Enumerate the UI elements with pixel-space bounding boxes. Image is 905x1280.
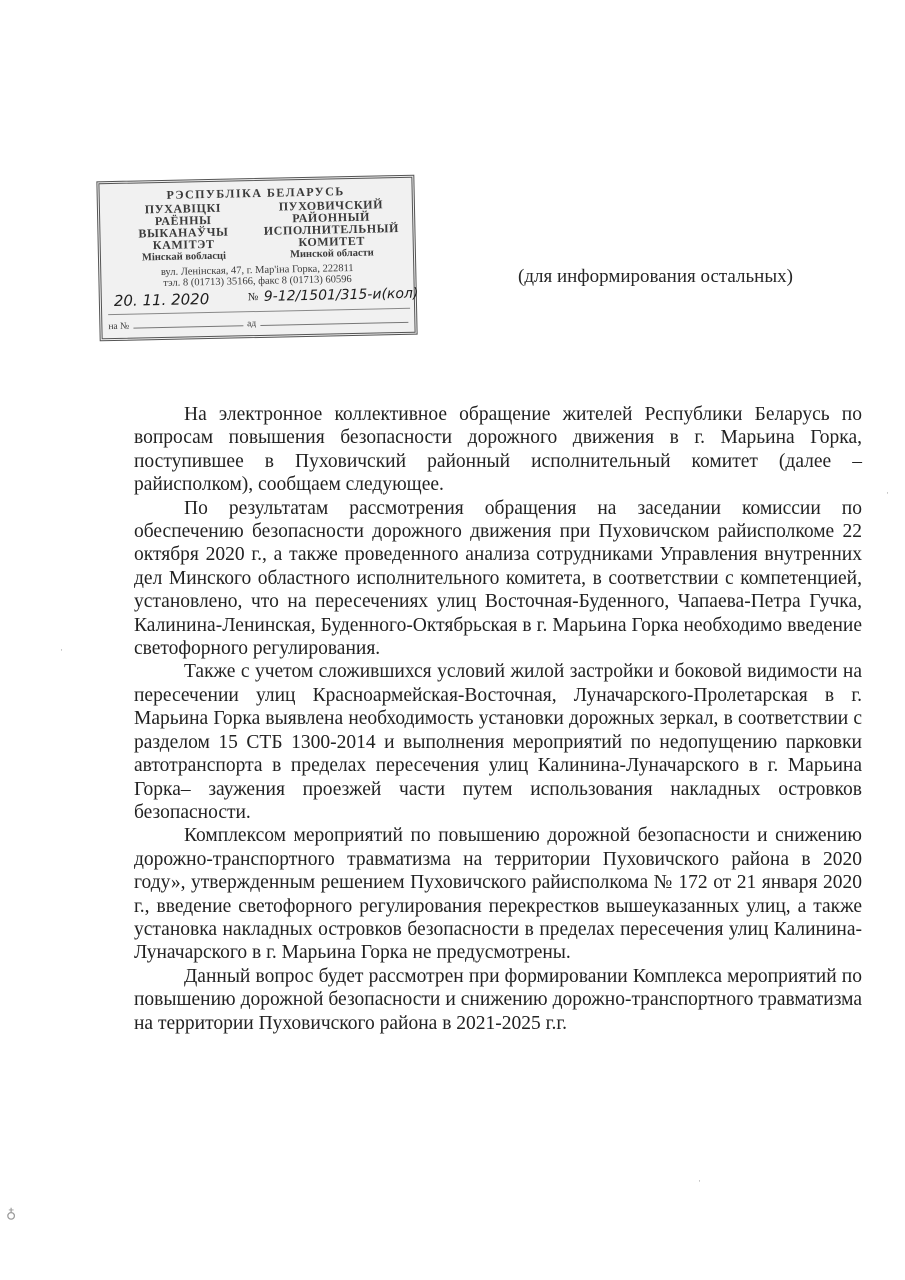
stamp-title: РЭСПУБЛІКА БЕЛАРУСЬ [166, 184, 345, 202]
stamp-phones: тэл. 8 (01713) 35166, факс 8 (01713) 60596 [163, 274, 352, 289]
body-paragraph: Комплексом мероприятий по повышению дорожной безопасности и снижению дорожно-транспортного травматизма на территории Пуховичского района в 2020 году», утвержденным решением Пуховичского райисполкома № 172 от 21 января 2020 г., введение светофорного регулирования перекрестков вышеуказанных улиц, а также установка накладных островков безопасности в пределах пересечения улиц Калинина-Луначарского в г. Марьина Горка не предусмотрены. [134, 825, 862, 964]
body-paragraph: Данный вопрос будет рассмотрен при формировании Комплекса мероприятий по повышению дорожной безопасности и снижению дорожно-транспортного травматизма на территории Пуховичского района в 2021-2025 г.г. [134, 965, 862, 1034]
registration-number: 9-12/1501/315-и(кол) [263, 285, 419, 305]
stamp-left-column [108, 201, 259, 265]
body-paragraph: По результатам рассмотрения обращения на заседании комиссии по обеспечению безопасности дорожного движения при Пуховичском райисполкоме 22 октября 2020 г., а также проведенного анализа сотрудниками Управления внутренних дел Минского областного исполнительного комитета, в соответствии с компетенцией, установлено, что на пересечениях улиц Восточная-Буденного, Чапаева-Петра Гучка, Калинина-Ленинская, Буденного-Октябрьская в г. Марьина Горка необходимо введение светофорного регулирования. [134, 497, 862, 660]
stamp-registration-line [108, 285, 419, 315]
stamp-left-line: ПУХАВІЦКІ [144, 200, 222, 217]
letter-body [134, 403, 862, 1035]
scan-mark: · [60, 645, 63, 655]
stamp-address: вул. Ленінская, 47, г. Мар'іна Горка, 222811 [160, 262, 354, 279]
stamp-right-line: ПУХОВИЧСКИЙ [278, 197, 384, 214]
stamp-right-line: КОМИТЕТ [298, 233, 366, 250]
reference-number-label: на № [108, 321, 130, 333]
stamp-left-line: КАМІТЭТ [152, 236, 215, 253]
stamp-right-column [256, 198, 407, 262]
stamp-left-line: ВЫКАНАЎЧЫ [138, 224, 229, 241]
scan-mark: ♁ [6, 1207, 17, 1222]
body-paragraph: Также с учетом сложившихся условий жилой застройки и боковой видимости на пересечении улиц Красноармейская-Восточная, Луначарского-Пролетарская в г. Марьина Горка выявлена необходимость установки дорожных зеркал, в соответствии с разделом 15 СТБ 1300-2014 и выполнения мероприятий по недопущению парковки автотранспорта в пределах пересечения улиц Калинина-Луначарского в г. Марьина Горка– заужения проезжей части путем использования накладных островков безопасности. [134, 661, 862, 823]
reference-date-label: ад [247, 319, 257, 330]
body-paragraph: На электронное коллективное обращение жителей Республики Беларусь по вопросам повышения безопасности дорожного движения в г. Марьина Горка, поступившее в Пуховичский районный исполнительный комитет (далее – райисполком), сообщаем следующее. [134, 404, 862, 496]
distribution-note: (для информирования остальных) [518, 266, 793, 287]
scan-mark: · [886, 488, 889, 498]
stamp-right-line: РАЙОННЫЙ [292, 209, 371, 226]
stamp-left-region: Мінскай вобласці [141, 250, 227, 264]
stamp-left-line: РАЁННЫ [154, 212, 212, 229]
stamp-right-line: ИСПОЛНИТЕЛЬНЫЙ [263, 221, 400, 238]
stamp-reference-line [108, 316, 410, 332]
reference-date-blank [260, 322, 408, 326]
registration-stamp [96, 175, 417, 342]
registration-date: 20. 11. 2020 [113, 290, 210, 311]
scan-mark: · [698, 1176, 701, 1186]
stamp-right-region: Минской области [289, 247, 374, 261]
reference-number-blank [133, 325, 243, 328]
registration-number-label: № [247, 290, 259, 304]
